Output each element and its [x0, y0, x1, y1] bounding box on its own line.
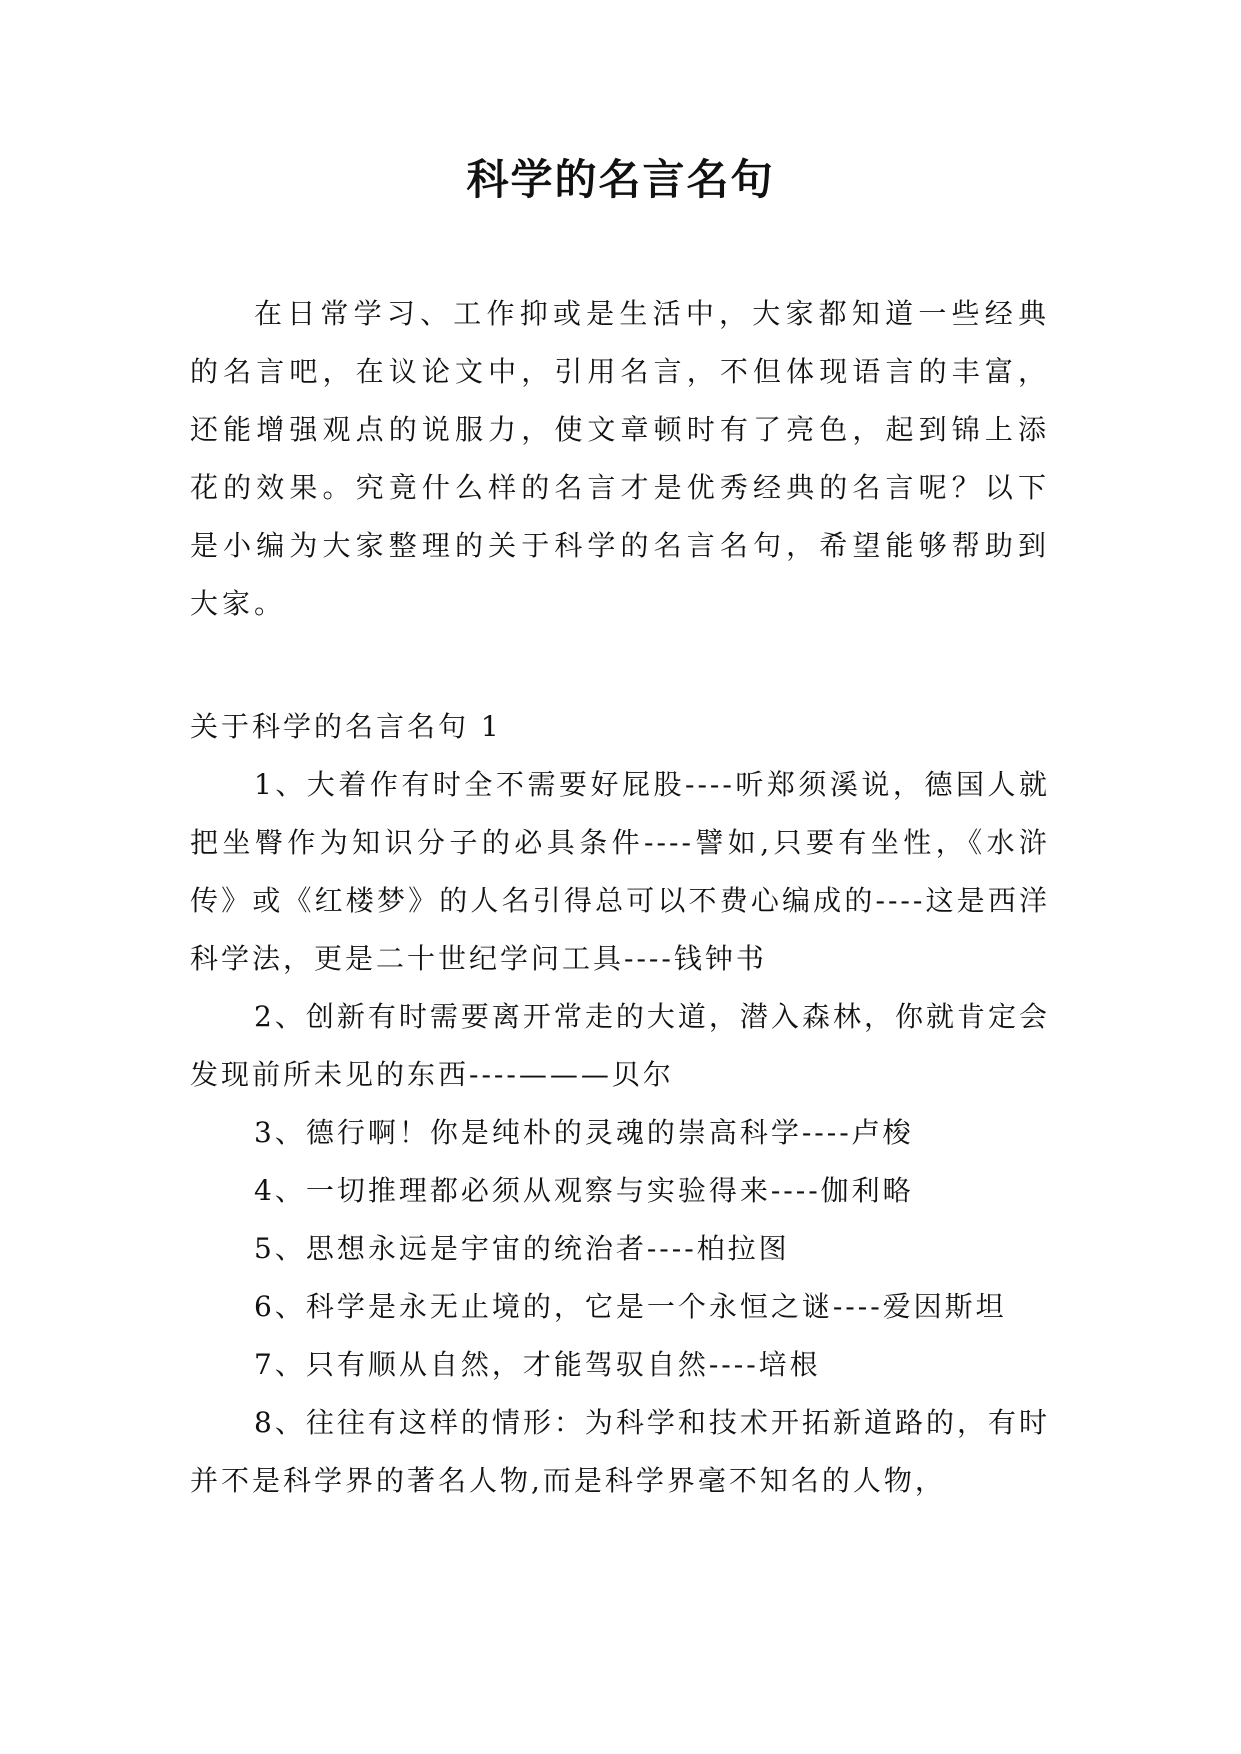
quote-item-2: 2、创新有时需要离开常走的大道，潜入森林，你就肯定会发现前所未见的东西----———贝尔 — [190, 1000, 1050, 1091]
quote-item-8: 8、往往有这样的情形：为科学和技术开拓新道路的，有时并不是科学界的著名人物,而是科学界毫不知名的人物， — [190, 1406, 1050, 1497]
quote-item-5: 5、思想永远是宇宙的统治者----柏拉图 — [254, 1232, 790, 1265]
document-title: 科学的名言名句 — [466, 155, 775, 204]
quote-item-1: 1、大着作有时全不需要好屁股----听郑须溪说，德国人就把坐臀作为知识分子的必具条件----譬如,只要有坐性，《水浒传》或《红楼梦》的人名引得总可以不费心编成的----这是西洋科学法，更是二十世纪学问工具----钱钟书 — [190, 768, 1050, 975]
quote-item-3: 3、德行啊！你是纯朴的灵魂的崇高科学----卢梭 — [254, 1116, 914, 1149]
intro-paragraph: 在日常学习、工作抑或是生活中，大家都知道一些经典的名言吧，在议论文中，引用名言，不但体现语言的丰富，还能增强观点的说服力，使文章顿时有了亮色，起到锦上添花的效果。究竟什么样的名言才是优秀经典的名言呢？以下是小编为大家整理的关于科学的名言名句，希望能够帮助到大家。 — [190, 297, 1050, 620]
section-heading: 关于科学的名言名句 1 — [190, 710, 502, 743]
quote-item-6: 6、科学是永无止境的，它是一个永恒之谜----爱因斯坦 — [254, 1290, 1007, 1323]
quotes-section — [190, 698, 1050, 1510]
quote-item-4: 4、一切推理都必须从观察与实验得来----伽利略 — [254, 1174, 914, 1207]
quote-item-7: 7、只有顺从自然，才能驾驭自然----培根 — [254, 1348, 821, 1381]
